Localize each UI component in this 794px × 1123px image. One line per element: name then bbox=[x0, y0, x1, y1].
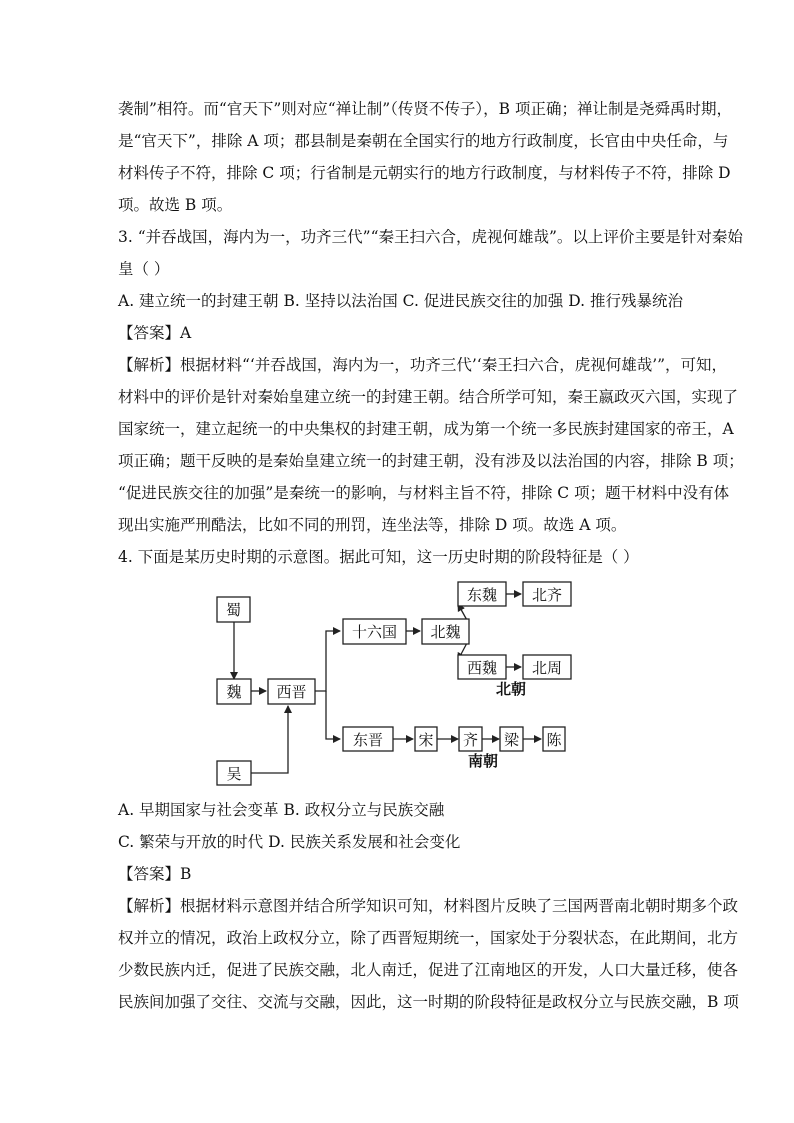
arrow-xijin-branch bbox=[315, 631, 340, 691]
node-shiliuguo bbox=[343, 619, 406, 644]
node-xijin bbox=[268, 679, 315, 704]
node-beizhou bbox=[523, 655, 571, 679]
node-shu bbox=[217, 597, 250, 622]
question-3-analysis-5: “促进民族交往的加强”是秦统一的影响，与材料主旨不符，排除 C 项；题干材料中没有体 bbox=[118, 484, 730, 502]
node-xiwei bbox=[458, 655, 506, 679]
svg-text:蜀: 蜀 bbox=[225, 601, 242, 619]
svg-text:十六国: 十六国 bbox=[351, 623, 398, 641]
svg-text:西魏: 西魏 bbox=[466, 659, 498, 677]
question-3-analysis-6: 现出实施严刑酷法，比如不同的刑罚，连坐法等，排除 D 项。故选 A 项。 bbox=[118, 516, 627, 534]
label-nanchao: 南朝 bbox=[467, 752, 499, 770]
line-3: 材料传子不符，排除 C 项；行省制是元朝实行的地方行政制度，与材料传子不符，排除 D bbox=[118, 164, 731, 182]
question-3-answer: 【答案】A bbox=[118, 324, 192, 342]
svg-text:魏: 魏 bbox=[226, 683, 242, 701]
node-liang bbox=[500, 727, 523, 751]
svg-text:陈: 陈 bbox=[546, 731, 562, 749]
node-qi bbox=[459, 727, 482, 751]
arrow-xijin-dongjin bbox=[326, 691, 340, 739]
node-song bbox=[415, 727, 437, 751]
svg-text:梁: 梁 bbox=[503, 731, 520, 749]
arrow-wu-xijin bbox=[251, 706, 288, 773]
question-4-stem: 4. 下面是某历史时期的示意图。据此可知，这一历史时期的阶段特征是（ ） bbox=[118, 548, 639, 566]
question-3-analysis-2: 材料中的评价是针对秦始皇建立统一的封建王朝。结合所学可知，秦王嬴政灭六国，实现了 bbox=[118, 388, 739, 406]
node-beiqi bbox=[523, 582, 571, 606]
label-beichao: 北朝 bbox=[495, 680, 527, 698]
question-4-options-1: A. 早期国家与社会变革 B. 政权分立与民族交融 bbox=[118, 801, 445, 819]
question-4-analysis-4: 民族间加强了交往、交流与交融，因此，这一时期的阶段特征是政权分立与民族交融，B 项 bbox=[118, 993, 739, 1011]
svg-text:东晋: 东晋 bbox=[352, 731, 384, 749]
svg-text:宋: 宋 bbox=[418, 731, 434, 749]
node-dongwei bbox=[458, 582, 506, 606]
node-wu bbox=[217, 761, 251, 785]
svg-text:西晋: 西晋 bbox=[276, 683, 307, 701]
node-chen bbox=[543, 727, 565, 751]
line-2: 是“官天下”，排除 A 项；郡县制是秦朝在全国实行的地方行政制度，长官由中央任命，与 bbox=[118, 132, 729, 150]
svg-text:齐: 齐 bbox=[462, 731, 479, 749]
question-4-analysis-1: 【解析】根据材料示意图并结合所学知识可知，材料图片反映了三国两晋南北朝时期多个政 bbox=[118, 897, 739, 915]
question-4-analysis-2: 权并立的情况，政治上政权分立，除了西晋短期统一，国家处于分裂状态，在此期间，北方 bbox=[118, 929, 739, 947]
question-3-stem: 3. “并吞战国，海内为一，功齐三代”“秦王扫六合，虎视何雄哉”。以上评价主要是针对秦始 bbox=[118, 228, 743, 246]
line-1: 袭制”相符。而“官天下”则对应“禅让制”（传贤不传子），B 项正确；禅让制是尧舜禹时期， bbox=[118, 100, 732, 118]
svg-text:东魏: 东魏 bbox=[466, 586, 498, 604]
svg-text:吴: 吴 bbox=[226, 765, 242, 783]
svg-text:北魏: 北魏 bbox=[430, 623, 461, 641]
node-beiwei bbox=[422, 619, 469, 644]
question-3-stem-cont: 皇（ ） bbox=[118, 260, 170, 278]
question-3-options: A. 建立统一的封建王朝 B. 坚持以法治国 C. 促进民族交往的加强 D. 推行残暴统治 bbox=[118, 292, 683, 310]
svg-text:北齐: 北齐 bbox=[531, 586, 563, 604]
line-4: 项。故选 B 项。 bbox=[118, 196, 233, 214]
node-wei bbox=[217, 679, 251, 704]
question-3-analysis-4: 项正确；题干反映的是秦始皇建立统一的封建王朝，没有涉及以法治国的内容，排除 B 项； bbox=[118, 452, 744, 470]
node-dongjin bbox=[343, 727, 393, 751]
question-3-analysis-3: 国家统一，建立起统一的中央集权的封建王朝，成为第一个统一多民族封建国家的帝王，A bbox=[118, 420, 734, 438]
question-4-answer: 【答案】B bbox=[118, 865, 192, 883]
question-3-analysis-1: 【解析】根据材料“‘并吞战国，海内为一，功齐三代’‘秦王扫六合，虎视何雄哉’”，可知， bbox=[118, 356, 728, 374]
question-4-options-2: C. 繁荣与开放的时代 D. 民族关系发展和社会变化 bbox=[118, 833, 461, 851]
svg-text:北周: 北周 bbox=[531, 659, 563, 677]
question-4-analysis-3: 少数民族内迁，促进了民族交融，北人南迁，促进了江南地区的开发，人口大量迁移，使各 bbox=[118, 961, 739, 979]
